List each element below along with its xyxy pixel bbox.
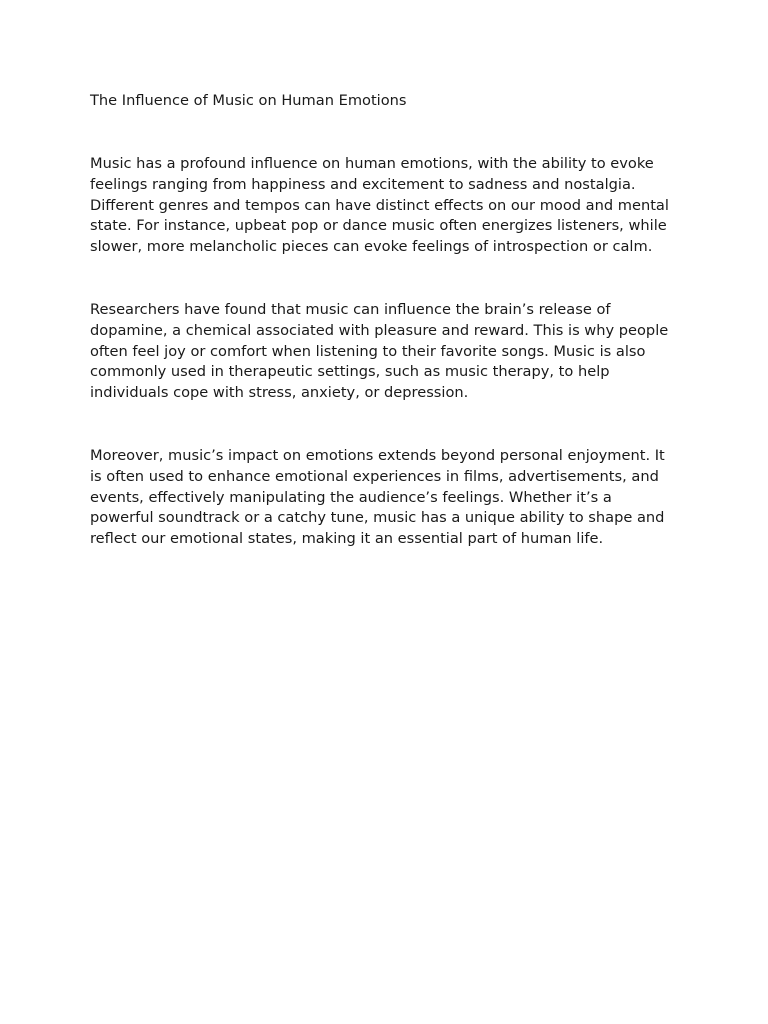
paragraph-media-impact: Moreover, music’s impact on emotions extends beyond personal enjoyment. It is often used to enhance emotional experiences in films, advertisements, and events, effectively manipulating the audience’s feelings. Whether it’s a powerful soundtrack or a catchy tune, music has a unique ability to shape and reflect our emotional states, making it an essential part of human life. xyxy=(90,446,665,548)
paragraph-music-emotions: Music has a profound influence on human emotions, with the ability to evoke feelings ranging from happiness and excitement to sadness and nostalgia. Different genres and tempos can have distinct effects on our mood and mental state. For instance, upbeat pop or dance music often energizes listeners, while slower, more melancholic pieces can evoke feelings of introspection or calm. xyxy=(90,155,669,256)
paragraph-dopamine-research: Researchers have found that music can influence the brain’s release of dopamine, a chemical associated with pleasure and reward. This is why people often feel joy or comfort when listening to their favorite songs. Music is also commonly used in therapeutic settings, such as music therapy, to help individuals cope with stress, anxiety, or depression. xyxy=(90,300,669,402)
document-body xyxy=(90,90,678,592)
document-title: The Influence of Music on Human Emotions xyxy=(90,92,407,109)
